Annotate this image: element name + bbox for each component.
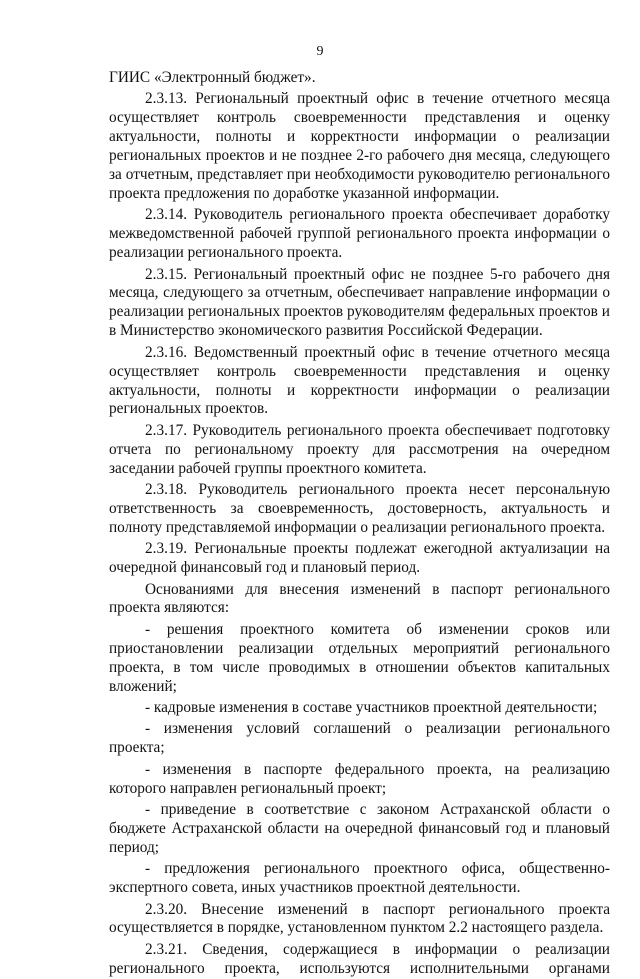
paragraph: 2.3.16. Ведомственный проектный офис в течение отчетного месяца осуществляет контроль своевременности представления и оценку актуальности, полноты и корректности информации о реализации региональных проектов. — [109, 343, 610, 418]
paragraph: 2.3.19. Региональные проекты подлежат ежегодной актуализации на очередной финансовый год и плановый период. — [109, 540, 610, 577]
paragraph: 2.3.17. Руководитель регионального проекта обеспечивает подготовку отчета по региональному проекту для рассмотрения на очередном заседании рабочей группы проектного комитета. — [109, 421, 610, 477]
paragraph: 2.3.20. Внесение изменений в паспорт регионального проекта осуществляется в порядке, установленном пунктом 2.2 настоящего раздела. — [109, 900, 610, 937]
paragraph: - изменения в паспорте федерального проекта, на реализацию которого направлен региональный проект; — [109, 760, 610, 797]
paragraph: 2.3.15. Региональный проектный офис не позднее 5-го рабочего дня месяца, следующего за отчетным, обеспечивает направление информации о реализации региональных проектов руководителям федеральных проектов и в Министерство экономического развития Российской Федерации. — [109, 265, 610, 340]
page-number: 9 — [316, 44, 324, 59]
paragraph: 2.3.14. Руководитель регионального проекта обеспечивает доработку межведомственной рабочей группой регионального проекта информации о реализации регионального проекта. — [109, 206, 610, 262]
paragraph: - приведение в соответствие с законом Астраханской области о бюджете Астраханской области на очередной финансовый год и плановый период; — [109, 801, 610, 856]
paragraph: - изменения условий соглашений о реализации регионального проекта; — [109, 720, 610, 757]
paragraph: 2.3.21. Сведения, содержащиеся в информации о реализации регионального проекта, используются исполнительными органами — [109, 940, 610, 977]
paragraph: - решения проектного комитета об изменении сроков или приостановлении реализации отдельных мероприятий регионального проекта, в том числе проводимых в отношении объектов капитальных вложений; — [109, 620, 610, 695]
paragraph: 2.3.18. Руководитель регионального проекта несет персональную ответственность за своевременность, достоверность, актуальность и полноту представляемой информации о реализации регионального проекта. — [109, 481, 610, 536]
document-body — [109, 69, 610, 979]
paragraph: Основаниями для внесения изменений в паспорт регионального проекта являются: — [109, 580, 610, 617]
paragraph: - кадровые изменения в составе участников проектной деятельности; — [145, 699, 598, 716]
paragraph: ГИИС «Электронный бюджет». — [109, 69, 316, 86]
paragraph: - предложения регионального проектного офиса, общественно-экспертного совета, иных участников проектной деятельности. — [109, 860, 610, 897]
paragraph: 2.3.13. Региональный проектный офис в течение отчетного месяца осуществляет контроль своевременности представления и оценку актуальности, полноты и корректности информации о реализации региональных проектов и не позднее 2-го рабочего дня месяца, следующего за отчетным, представляет при необходимости руководителю регионального проекта предложения по доработке указанной информации. — [109, 90, 610, 202]
